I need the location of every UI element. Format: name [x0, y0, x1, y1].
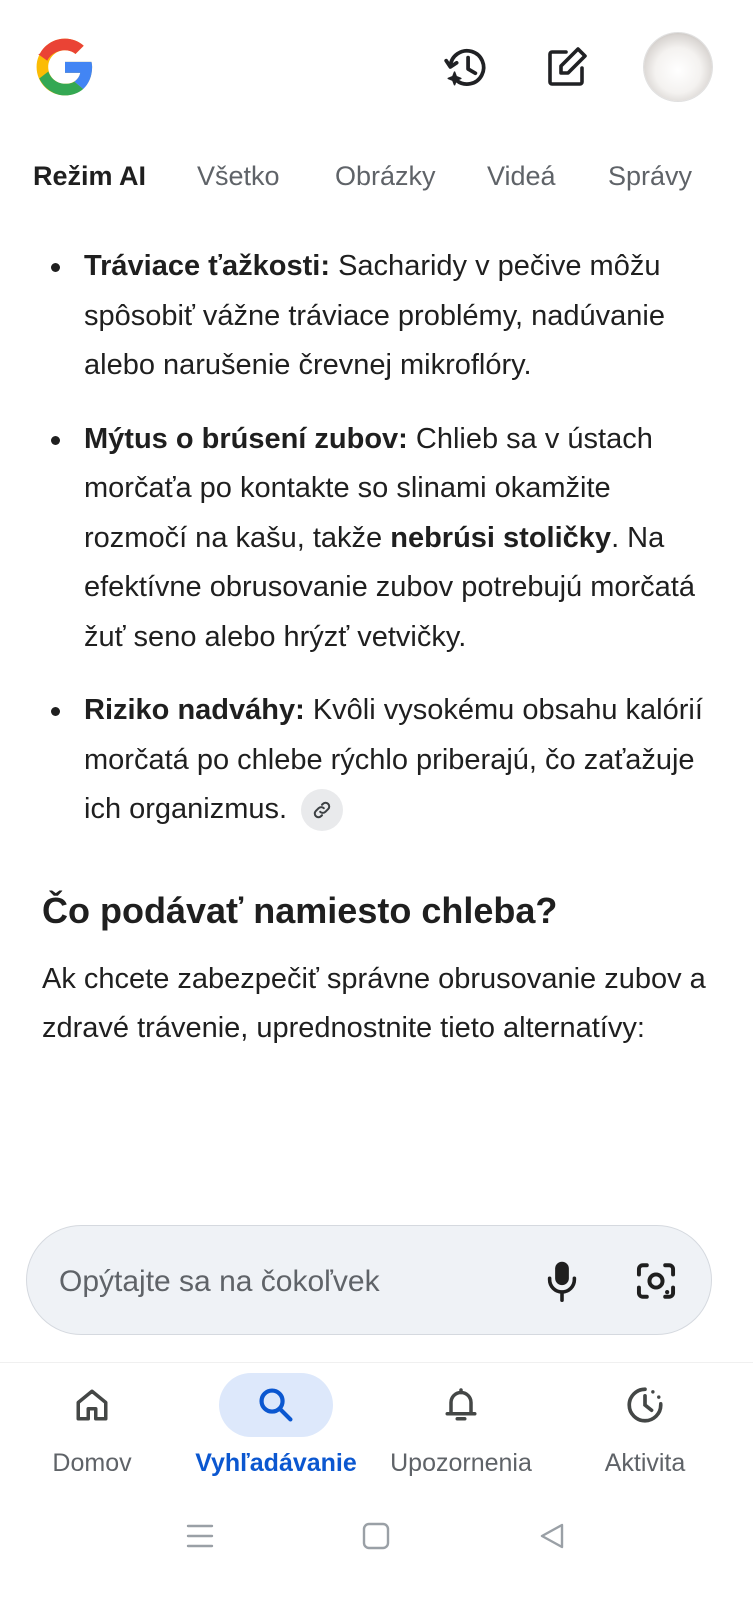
link-icon[interactable]: [301, 789, 343, 831]
nav-activity[interactable]: [560, 1373, 730, 1483]
bullet-text: Sacharidy v pečive môžu spôsobiť vážne tráviace problémy, nadúvanie alebo narušenie črevnej mikroflóry.: [84, 250, 666, 381]
bullet-emphasis: nebrúsi stoličky: [390, 521, 612, 554]
microphone-icon[interactable]: [537, 1256, 587, 1306]
bullet-text: Kvôli vysokému obsahu kalórií morčatá po chlebe rýchlo priberajú, čo zaťažuje ich organizmus.: [84, 694, 703, 825]
google-g-logo[interactable]: [34, 36, 96, 98]
bullet-title: Tráviace ťažkosti:: [84, 250, 331, 282]
nav-label: Upozornenia: [390, 1449, 532, 1477]
tab-news[interactable]: Správy: [608, 161, 693, 191]
bullet-text: Chlieb sa v ústach morčaťa po kontakte so slinami okamžite rozmočí na kašu, takže: [84, 422, 653, 554]
home-button-icon[interactable]: [346, 1506, 406, 1566]
search-icon: [219, 1373, 333, 1437]
list-item: [84, 242, 712, 391]
tab-all[interactable]: Všetko: [197, 161, 280, 191]
bullet-list: [42, 242, 712, 835]
list-item: [84, 686, 712, 835]
list-item: [84, 415, 712, 663]
bullet-title: Riziko nadváhy:: [84, 694, 305, 726]
activity-icon: [588, 1373, 702, 1437]
tab-ai-mode[interactable]: Režim AI: [33, 161, 147, 191]
bell-icon: [404, 1373, 518, 1437]
nav-notifications[interactable]: [376, 1373, 546, 1483]
new-chat-edit-icon[interactable]: [538, 40, 594, 96]
history-ai-icon[interactable]: [438, 40, 494, 96]
recent-apps-icon[interactable]: [170, 1506, 230, 1566]
nav-label: Aktivita: [604, 1449, 686, 1477]
search-mode-tabs: [0, 150, 753, 202]
profile-avatar[interactable]: [644, 33, 712, 101]
nav-home[interactable]: [7, 1373, 177, 1483]
tab-videos[interactable]: Videá: [487, 161, 556, 191]
bottom-navigation: [0, 1362, 753, 1493]
ai-answer-content: [42, 242, 712, 1054]
ask-input[interactable]: [57, 1254, 501, 1310]
section-paragraph: Ak chcete zabezpečiť správne obrusovanie zubov a zdravé trávenie, uprednostnite tieto alternatívy:: [42, 962, 706, 1044]
home-icon: [35, 1373, 149, 1437]
tab-images[interactable]: Obrázky: [335, 161, 436, 191]
lens-camera-icon[interactable]: [631, 1256, 681, 1306]
nav-label: Vyhľadávanie: [195, 1449, 357, 1477]
section-heading: Čo podávať namiesto chleba?: [42, 889, 558, 931]
nav-label: Domov: [52, 1449, 132, 1477]
bullet-title: Mýtus o brúsení zubov:: [84, 422, 408, 455]
ask-bar: [26, 1225, 712, 1335]
nav-search[interactable]: [191, 1373, 361, 1483]
back-icon[interactable]: [522, 1506, 582, 1566]
top-bar: [0, 0, 753, 140]
system-navigation-bar: [0, 1492, 753, 1600]
bullet-text: . Na efektívne obrusovanie zubov potrebujú morčatá žuť seno alebo hrýzť vetvičky.: [84, 521, 695, 653]
